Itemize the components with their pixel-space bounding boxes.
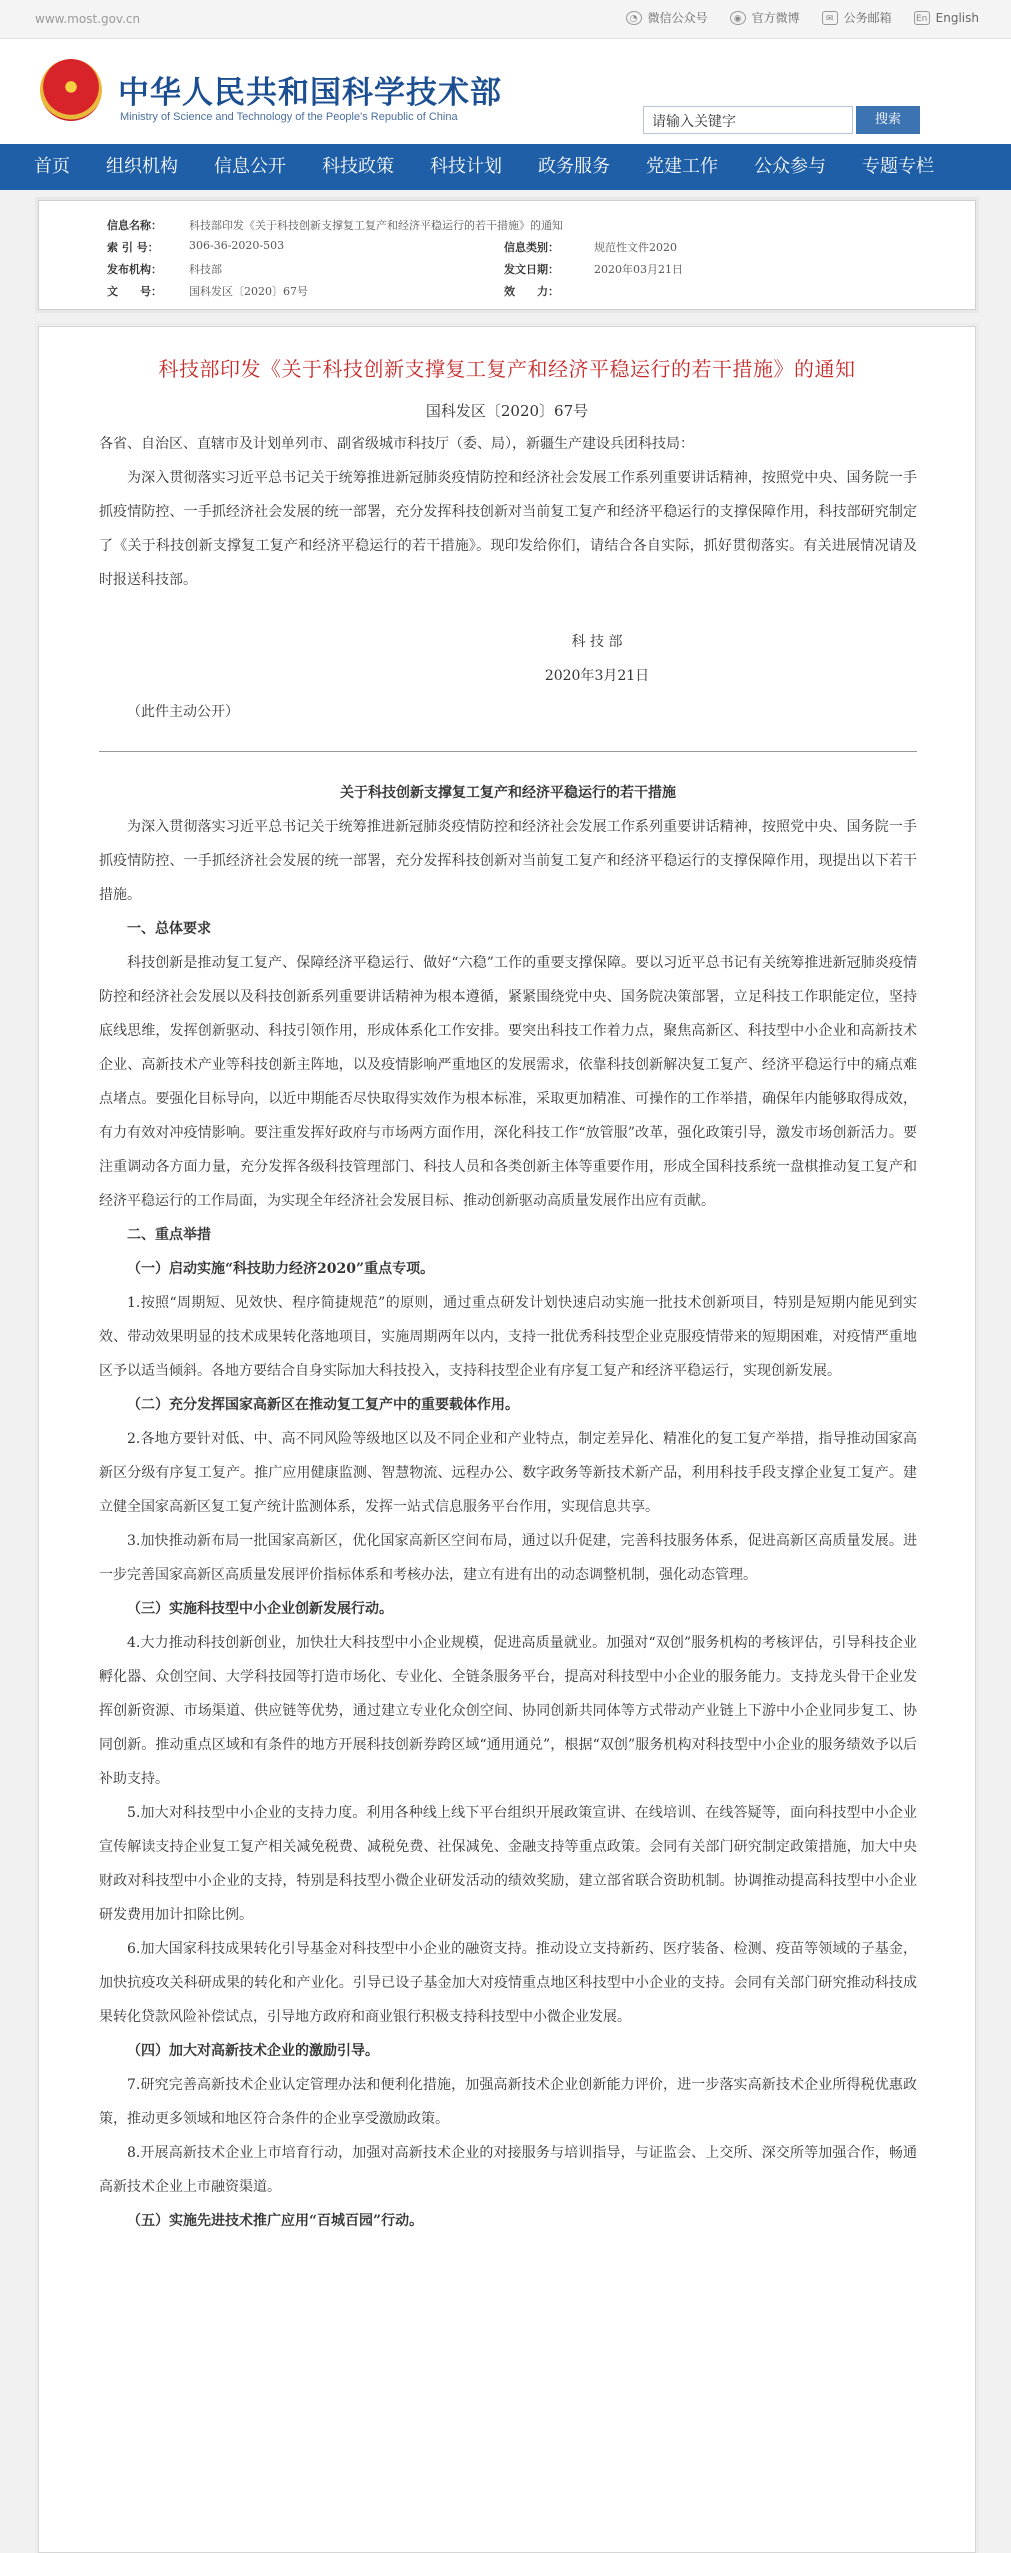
item-7: 7.研究完善高新技术企业认定管理办法和便利化措施，加强高新技术企业创新能力评价，进一步落实高新技术企业所得税优惠政策，推动更多领域和地区符合条件的企业享受激励政策。 xyxy=(99,2077,917,2127)
heading-general: 一、总体要求 xyxy=(127,921,211,937)
meta-row-name xyxy=(107,217,563,233)
section-2-heading: （二）充分发挥国家高新区在推动复工复产中的重要载体作用。 xyxy=(127,1397,519,1413)
meta-category-key: 信息类别： xyxy=(504,241,559,254)
item-4: 4.大力推动科技创新创业，加快壮大科技型中小企业规模，促进高质量就业。加强对“双创”服务机构的考核评估，引导科技企业孵化器、众创空间、大学科技园等打造市场化、专业化、全链条服务平台，提高对科技型中小企业的服务能力。支持龙头骨干企业发挥创新资源、市场渠道、供应链等优势，通过建立专业化众创空间、协同创新共同体等方式带动产业链上下游中小企业同步复工、协同创新。推动重点区域和有条件的地方开展科技创新券跨区域“通用通兑”，根据“双创”服务机构对科技型中小企业的服务绩效予以后补助支持。 xyxy=(99,1635,917,1787)
document-body xyxy=(38,326,976,2553)
site-url: www.most.gov.cn xyxy=(35,12,141,26)
mail-icon: ✉ xyxy=(822,11,838,25)
document-title: 科技部印发《关于科技创新支撑复工复产和经济平稳运行的若干措施》的通知 xyxy=(158,357,856,381)
divider xyxy=(99,751,917,752)
site-subtitle: Ministry of Science and Technology of the People's Republic of China xyxy=(120,111,458,123)
public-note: （此件主动公开） xyxy=(127,704,239,720)
nav-item-participation[interactable]: 公众参与 xyxy=(754,156,826,177)
meta-docno-key: 文 号： xyxy=(107,285,162,298)
nav-item-policy[interactable]: 科技政策 xyxy=(322,156,394,177)
meta-date-key: 发文日期： xyxy=(504,263,559,276)
mail-link[interactable] xyxy=(822,9,892,26)
item-3: 3.加快推动新布局一批国家高新区，优化国家高新区空间布局，通过以升促建，完善科技服务体系，促进高新区高质量发展。进一步完善国家高新区高质量发展评价指标体系和考核办法，建立有进有出的动态调整机制，强化动态管理。 xyxy=(99,1533,917,1583)
site-header xyxy=(0,39,1011,144)
section-4-heading: （四）加大对高新技术企业的激励引导。 xyxy=(127,2043,379,2059)
section-5-heading: （五）实施先进技术推广应用“百城百园”行动。 xyxy=(127,2213,424,2229)
meta-docno-value: 国科发区〔2020〕67号 xyxy=(189,285,308,298)
nav-item-party[interactable]: 党建工作 xyxy=(646,156,718,177)
document-metadata-box xyxy=(38,200,976,310)
meta-name-key: 信息名称： xyxy=(107,219,162,232)
meta-index-key: 索 引 号： xyxy=(107,241,159,254)
meta-org-value: 科技部 xyxy=(189,263,222,276)
weibo-label: 官方微博 xyxy=(751,11,800,25)
meta-row-org xyxy=(107,261,222,277)
measures-intro: 为深入贯彻落实习近平总书记关于统筹推进新冠肺炎疫情防控和经济社会发展工作系列重要讲话精神，按照党中央、国务院一手抓疫情防控、一手抓经济社会发展的统一部署，充分发挥科技创新对当前复工复产和经济平稳运行的支撑保障作用，现提出以下若干措施。 xyxy=(99,819,917,903)
meta-index-value: 306-36-2020-503 xyxy=(189,239,285,252)
weibo-icon: ◉ xyxy=(730,11,746,25)
wechat-link[interactable] xyxy=(626,9,708,26)
meta-validity-key: 效 力： xyxy=(504,285,559,298)
document-number: 国科发区〔2020〕67号 xyxy=(425,402,589,420)
heading-key-measures: 二、重点举措 xyxy=(127,1227,211,1243)
meta-org-key: 发布机构： xyxy=(107,263,162,276)
paragraph-general: 科技创新是推动复工复产、保障经济平稳运行、做好“六稳”工作的重要支撑保障。要以习近平总书记有关统筹推进新冠肺炎疫情防控和经济社会发展以及科技创新系列重要讲话精神为根本遵循，紧紧围绕党中央、国务院决策部署，立足科技工作职能定位，坚持底线思维，发挥创新驱动、科技引领作用，形成体系化工作安排。要突出科技工作着力点，聚焦高新区、科技型中小企业和高新技术企业、高新技术产业等科技创新主阵地，以及疫情影响严重地区的发展需求，依靠科技创新解决复工复产、经济平稳运行中的痛点难点堵点。要强化目标导向，以近中期能否尽快取得实效作为根本标准，采取更加精准、可操作的工作举措，确保年内能够取得成效，有力有效对冲疫情影响。要注重发挥好政府与市场两方面作用，深化科技工作“放管服”改革，强化政策引导，激发市场创新活力。要注重调动各方面力量，充分发挥各级科技管理部门、科技人员和各类创新主体等重要作用，形成全国科技系统一盘棋推动复工复产和经济平稳运行的工作局面，为实现全年经济社会发展目标、推动创新驱动高质量发展作出应有贡献。 xyxy=(99,955,917,1209)
search-input[interactable]: 请输入关键字 xyxy=(643,106,853,134)
item-2: 2.各地方要针对低、中、高不同风险等级地区以及不同企业和产业特点，制定差异化、精准化的复工复产举措，指导推动国家高新区分级有序复工复产。推广应用健康监测、智慧物流、远程办公、数字政务等新技术新产品，利用科技手段支撑企业复工复产。建立健全国家高新区复工复产统计监测体系，发挥一站式信息服务平台作用，实现信息共享。 xyxy=(99,1431,917,1515)
meta-date-value: 2020年03月21日 xyxy=(594,263,683,276)
section-1-heading: （一）启动实施“科技助力经济2020”重点专项。 xyxy=(127,1261,435,1277)
search-button[interactable]: 搜索 xyxy=(856,106,920,134)
meta-row-index xyxy=(107,239,284,255)
item-5: 5.加大对科技型中小企业的支持力度。利用各种线上线下平台组织开展政策宣讲、在线培训、在线答疑等，面向科技型中小企业宣传解读支持企业复工复产相关减免税费、减税免费、社保减免、金融支持等重点政策。会同有关部门研究制定政策措施，加大中央财政对科技型中小企业的支持，特别是科技型小微企业研发活动的绩效奖励，建立部省联合资助机制。协调推动提高科技型中小企业研发费用加计扣除比例。 xyxy=(99,1805,917,1923)
item-1: 1.按照“周期短、见效快、程序简捷规范”的原则，通过重点研发计划快速启动实施一批技术创新项目，特别是短期内能见到实效、带动效果明显的技术成果转化落地项目，实施周期两年以内，支持一批优秀科技型企业克服疫情带来的短期困难，对疫情严重地区予以适当倾斜。各地方要结合自身实际加大科技投入，支持科技型企业有序复工复产和经济平稳运行，实现创新发展。 xyxy=(99,1295,917,1379)
nav-item-organization[interactable]: 组织机构 xyxy=(106,156,178,177)
signer: 科 技 部 xyxy=(571,634,623,650)
nav-item-home[interactable]: 首页 xyxy=(34,156,70,177)
nav-item-info-disclosure[interactable]: 信息公开 xyxy=(214,156,286,177)
section-3-heading: （三）实施科技型中小企业创新发展行动。 xyxy=(127,1601,393,1617)
main-nav xyxy=(0,144,1011,190)
measures-title: 关于科技创新支撑复工复产和经济平稳运行的若干措施 xyxy=(340,785,676,801)
utility-links xyxy=(626,9,979,26)
wechat-icon: ◔ xyxy=(626,11,642,25)
weibo-link[interactable] xyxy=(730,9,800,26)
english-icon: En xyxy=(914,11,930,25)
wechat-label: 微信公众号 xyxy=(647,11,708,25)
intro-paragraph: 为深入贯彻落实习近平总书记关于统筹推进新冠肺炎疫情防控和经济社会发展工作系列重要讲话精神，按照党中央、国务院一手抓疫情防控、一手抓经济社会发展的统一部署，充分发挥科技创新对当前复工复产和经济平稳运行的支撑保障作用，科技部研究制定了《关于科技创新支撑复工复产和经济平稳运行的若干措施》。现印发给你们，请结合各自实际，抓好贯彻落实。有关进展情况请及时报送科技部。 xyxy=(99,470,917,588)
item-8: 8.开展高新技术企业上市培育行动，加强对高新技术企业的对接服务与培训指导，与证监会、上交所、深交所等加强合作，畅通高新技术企业上市融资渠道。 xyxy=(99,2145,917,2195)
item-6: 6.加大国家科技成果转化引导基金对科技型中小企业的融资支持。推动设立支持新药、医疗装备、检测、疫苗等领域的子基金，加快抗疫攻关科研成果的转化和产业化。引导已设子基金加大对疫情重点地区科技型中小企业的支持。会同有关部门研究推动科技成果转化贷款风险补偿试点，引导地方政府和商业银行积极支持科技型中小微企业发展。 xyxy=(99,1941,917,2025)
top-utility-bar xyxy=(0,0,1011,39)
site-title: 中华人民共和国科学技术部 xyxy=(118,75,502,111)
meta-row-docno xyxy=(107,283,308,299)
sign-date: 2020年3月21日 xyxy=(544,668,650,684)
english-label: English xyxy=(935,10,979,25)
mail-label: 公务邮箱 xyxy=(843,11,892,25)
nav-item-services[interactable]: 政务服务 xyxy=(538,156,610,177)
english-link[interactable] xyxy=(914,11,979,25)
salutation: 各省、自治区、直辖市及计划单列市、副省级城市科技厅（委、局），新疆生产建设兵团科技局： xyxy=(99,436,694,452)
national-emblem-logo xyxy=(40,59,102,121)
nav-item-topics[interactable]: 专题专栏 xyxy=(862,156,934,177)
meta-category-value: 规范性文件2020 xyxy=(594,241,677,254)
meta-name-value: 科技部印发《关于科技创新支撑复工复产和经济平稳运行的若干措施》的通知 xyxy=(189,219,563,232)
nav-item-programs[interactable]: 科技计划 xyxy=(430,156,502,177)
